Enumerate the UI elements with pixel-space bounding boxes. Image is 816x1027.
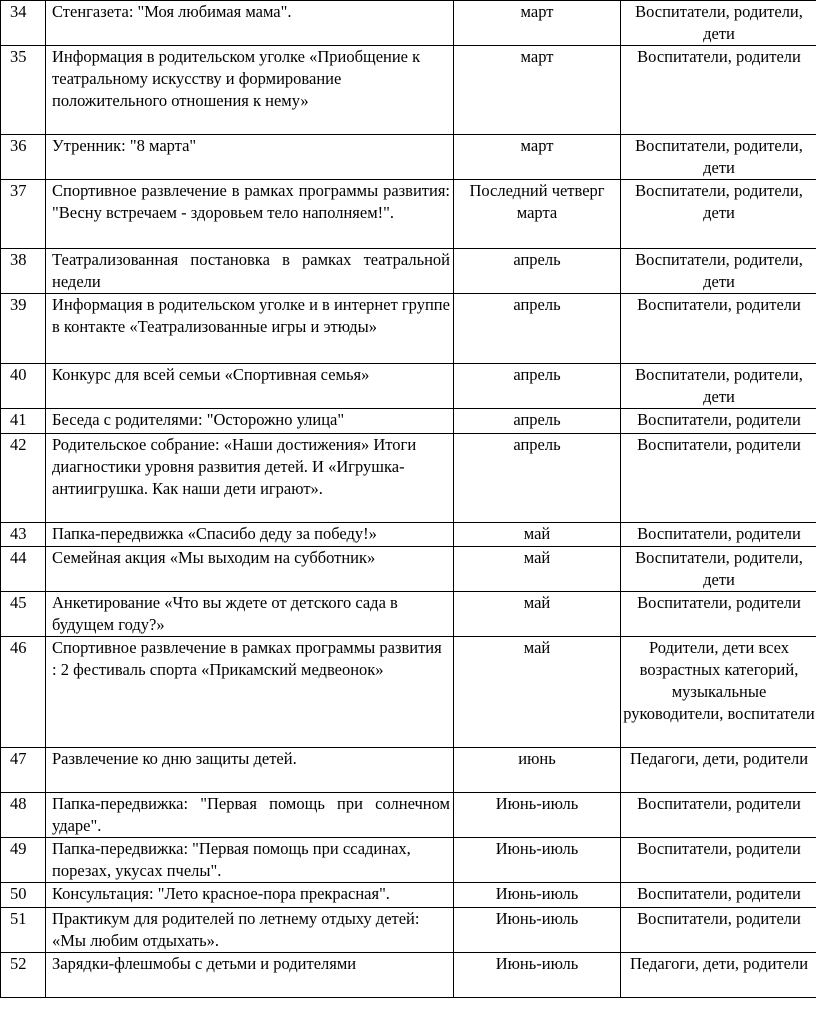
- event-date: май: [454, 523, 621, 547]
- table-row: [1, 1, 816, 46]
- event-participants: Воспитатели, родители: [621, 793, 816, 838]
- row-number: 36: [1, 135, 46, 180]
- row-number: 38: [1, 249, 46, 294]
- event-title: Анкетирование «Что вы ждете от детского сада в будущем году?»: [46, 592, 454, 637]
- event-participants: Воспитатели, родители: [621, 46, 816, 135]
- row-number: 44: [1, 547, 46, 592]
- event-title: Папка-передвижка: "Первая помощь при ссадинах, порезах, укусах пчелы".: [46, 838, 454, 883]
- event-participants: Воспитатели, родители, дети: [621, 180, 816, 249]
- table-row: [1, 409, 816, 434]
- event-participants: Педагоги, дети, родители: [621, 953, 816, 998]
- row-number: 45: [1, 592, 46, 637]
- event-date: март: [454, 1, 621, 46]
- event-participants: Воспитатели, родители: [621, 294, 816, 364]
- event-title: Конкурс для всей семьи «Спортивная семья»: [46, 364, 454, 409]
- event-title: Спортивное развлечение в рамках программы развития: "Весну встречаем - здоровьем тело наполняем!".: [46, 180, 454, 249]
- event-title: Спортивное развлечение в рамках программы развития : 2 фестиваль спорта «Прикамский медвеонок»: [46, 637, 454, 748]
- table-row: [1, 637, 816, 748]
- row-number: 37: [1, 180, 46, 249]
- event-participants: Воспитатели, родители: [621, 883, 816, 908]
- table-row: [1, 838, 816, 883]
- event-date: апрель: [454, 364, 621, 409]
- table-row: [1, 180, 816, 249]
- row-number: 40: [1, 364, 46, 409]
- event-date: Последний четверг марта: [454, 180, 621, 249]
- event-participants: Воспитатели, родители: [621, 523, 816, 547]
- event-participants: Педагоги, дети, родители: [621, 748, 816, 793]
- event-participants: Воспитатели, родители, дети: [621, 135, 816, 180]
- event-date: май: [454, 547, 621, 592]
- table-row: [1, 592, 816, 637]
- event-date: Июнь-июль: [454, 953, 621, 998]
- row-number: 41: [1, 409, 46, 434]
- row-number: 42: [1, 434, 46, 523]
- table-row: [1, 883, 816, 908]
- event-title: Театрализованная постановка в рамках театральной недели: [46, 249, 454, 294]
- event-date: Июнь-июль: [454, 883, 621, 908]
- event-date: апрель: [454, 409, 621, 434]
- event-title: Папка-передвижка: "Первая помощь при солнечном ударе".: [46, 793, 454, 838]
- table-row: [1, 364, 816, 409]
- event-date: Июнь-июль: [454, 838, 621, 883]
- event-date: май: [454, 637, 621, 748]
- event-date: март: [454, 135, 621, 180]
- event-title: Родительское собрание: «Наши достижения» Итоги диагностики уровня развития детей. И «Игрушка-антиигрушка. Как наши дети играют».: [46, 434, 454, 523]
- table-row: [1, 748, 816, 793]
- event-title: Практикум для родителей по летнему отдыху детей: «Мы любим отдыхать».: [46, 908, 454, 953]
- event-date: апрель: [454, 249, 621, 294]
- event-participants: Воспитатели, родители, дети: [621, 364, 816, 409]
- row-number: 46: [1, 637, 46, 748]
- event-title: Информация в родительском уголке и в интернет группе в контакте «Театрализованные игры и этюды»: [46, 294, 454, 364]
- event-title: Развлечение ко дню защиты детей.: [46, 748, 454, 793]
- table-row: [1, 434, 816, 523]
- table-row: [1, 908, 816, 953]
- table-row: [1, 793, 816, 838]
- row-number: 51: [1, 908, 46, 953]
- event-participants: Воспитатели, родители, дети: [621, 249, 816, 294]
- event-date: апрель: [454, 434, 621, 523]
- event-participants: Родители, дети всех возрастных категорий, музыкальные руководители, воспитатели: [621, 637, 816, 748]
- event-participants: Воспитатели, родители: [621, 838, 816, 883]
- table-row: [1, 953, 816, 998]
- event-date: июнь: [454, 748, 621, 793]
- row-number: 35: [1, 46, 46, 135]
- event-date: март: [454, 46, 621, 135]
- event-title: Информация в родительском уголке «Приобщение к театральному искусству и формирование положительного отношения к нему»: [46, 46, 454, 135]
- event-date: Июнь-июль: [454, 793, 621, 838]
- table-row: [1, 547, 816, 592]
- event-title: Утренник: "8 марта": [46, 135, 454, 180]
- event-title: Папка-передвижка «Спасибо деду за победу!»: [46, 523, 454, 547]
- event-participants: Воспитатели, родители: [621, 434, 816, 523]
- event-title: Стенгазета: "Моя любимая мама".: [46, 1, 454, 46]
- events-table-body: [1, 1, 816, 998]
- event-participants: Воспитатели, родители: [621, 592, 816, 637]
- event-date: май: [454, 592, 621, 637]
- row-number: 47: [1, 748, 46, 793]
- table-row: [1, 523, 816, 547]
- event-participants: Воспитатели, родители, дети: [621, 547, 816, 592]
- row-number: 48: [1, 793, 46, 838]
- table-row: [1, 135, 816, 180]
- row-number: 49: [1, 838, 46, 883]
- row-number: 39: [1, 294, 46, 364]
- row-number: 52: [1, 953, 46, 998]
- event-title: Консультация: "Лето красное-пора прекрасная".: [46, 883, 454, 908]
- event-title: Зарядки-флешмобы с детьми и родителями: [46, 953, 454, 998]
- table-row: [1, 294, 816, 364]
- event-date: апрель: [454, 294, 621, 364]
- table-row: [1, 46, 816, 135]
- event-participants: Воспитатели, родители: [621, 908, 816, 953]
- event-title: Семейная акция «Мы выходим на субботник»: [46, 547, 454, 592]
- event-participants: Воспитатели, родители: [621, 409, 816, 434]
- row-number: 50: [1, 883, 46, 908]
- event-title: Беседа с родителями: "Осторожно улица": [46, 409, 454, 434]
- event-participants: Воспитатели, родители, дети: [621, 1, 816, 46]
- event-date: Июнь-июль: [454, 908, 621, 953]
- row-number: 34: [1, 1, 46, 46]
- row-number: 43: [1, 523, 46, 547]
- table-row: [1, 249, 816, 294]
